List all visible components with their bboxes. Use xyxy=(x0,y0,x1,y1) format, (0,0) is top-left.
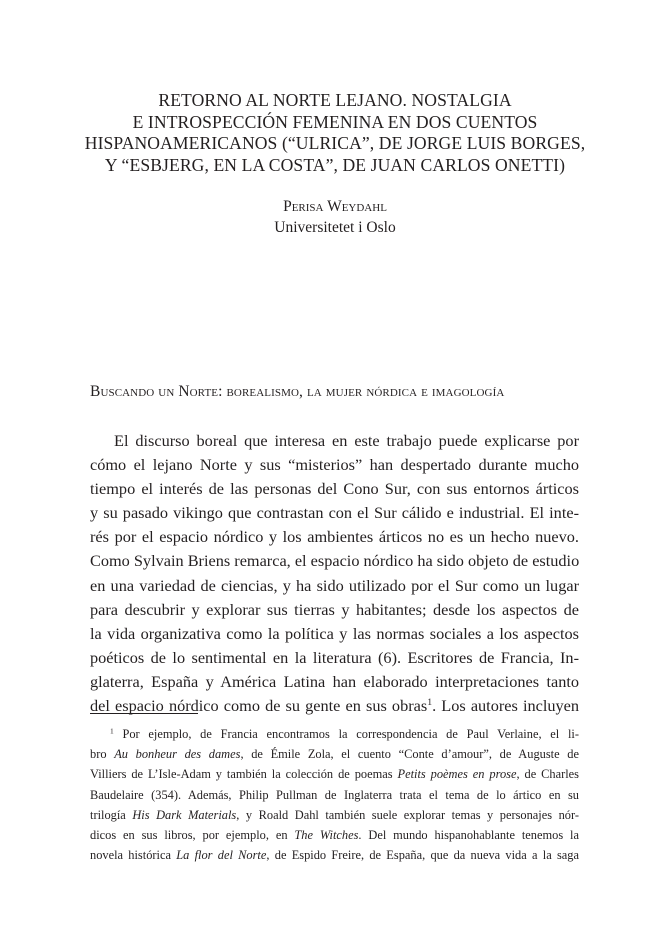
body-line: tiempo el interés de las personas del Cono Sur, con sus entornos árticos xyxy=(90,479,579,499)
body-line: la vida organizativa como la política y las normas sociales a los aspectos xyxy=(90,623,579,643)
footnote-text: novela histórica xyxy=(90,848,177,863)
body-line: El discurso boreal que interesa en este trabajo puede explicarse por xyxy=(114,431,579,450)
article-title xyxy=(60,90,610,176)
footnote-line xyxy=(90,744,579,764)
footnote-text: dicos en sus libros, por ejemplo, en xyxy=(90,827,295,842)
footnote-line xyxy=(90,825,579,845)
body-line: poéticos de lo sentimental en la literatura (6). Escritores de Francia, In- xyxy=(90,647,579,667)
body-line: cómo el lejano Norte y sus “misterios” han despertado durante mucho xyxy=(90,455,579,475)
body-text-run: . Los autores incluyen xyxy=(432,696,580,716)
work-title: The Witches xyxy=(294,827,359,842)
title-line: RETORNO AL NORTE LEJANO. NOSTALGIA xyxy=(158,90,512,110)
footnote-text: Por ejemplo, de Francia encontramos la correspondencia de Paul Verlaine, el li- xyxy=(122,727,579,741)
section-heading: Buscando un Norte: borealismo, la mujer nórdica e imagología xyxy=(90,383,505,400)
body-text-run: del espacio nórdico como de su gente en sus obras xyxy=(90,696,428,716)
footnote-line xyxy=(90,724,579,744)
author-block xyxy=(200,196,470,238)
work-title: His Dark Materials xyxy=(132,807,237,822)
body-line: en una variedad de ciencias, y ha sido utilizado por el Sur como un lugar xyxy=(90,575,579,595)
footnote-line xyxy=(90,845,579,865)
title-line: E INTROSPECCIÓN FEMENINA EN DOS CUENTOS xyxy=(132,111,538,132)
footnote-text: trilogía xyxy=(90,807,133,822)
footnote-text: , de Émile Zola, el cuento “Conte d’amour”, de Auguste de xyxy=(240,747,579,762)
footnote-mark: 1 xyxy=(110,726,114,736)
footnote-line: Baudelaire (354). Además, Philip Pullman de Inglaterra trata el tema de lo ártico en su xyxy=(90,787,579,802)
footnote xyxy=(90,724,579,865)
footnote-line xyxy=(90,805,579,825)
footnote-text: , y Roald Dahl también suele explorar temas y personajes nór- xyxy=(236,807,579,822)
work-title: Au bonheur des dames xyxy=(114,747,241,762)
body-line xyxy=(90,694,579,718)
body-line: glaterra, España y América Latina han elaborado interpretaciones tanto xyxy=(90,671,579,691)
footnote-ref[interactable]: 1 xyxy=(427,697,433,709)
title-line: Y “ESBJERG, EN LA COSTA”, DE JUAN CARLOS ONETTI) xyxy=(104,154,566,175)
footnote-text: , de Espido Freire, de España, que da nueva vida a la saga xyxy=(266,848,579,863)
author-affiliation: Universitetet i Oslo xyxy=(274,219,396,236)
body-line: Como Sylvain Briens remarca, el espacio nórdico ha sido objeto de estudio xyxy=(90,551,580,571)
author-name: Perisa Weydahl xyxy=(283,198,387,215)
footnote-text: Villiers de L’Isle-Adam y también la colección de poemas xyxy=(90,767,398,782)
title-line: HISPANOAMERICANOS (“ULRICA”, DE JORGE LUIS BORGES, xyxy=(84,133,586,153)
footnote-text: . Del mundo hispanohablante tenemos la xyxy=(358,827,579,842)
body-text xyxy=(90,429,579,718)
work-title: Petits poèmes en prose xyxy=(397,767,517,782)
footnote-divider xyxy=(90,713,198,714)
work-title: La flor del Norte xyxy=(176,848,267,863)
body-line: para descubrir y explorar sus tierras y habitantes; desde los aspectos de xyxy=(90,599,579,619)
footnote-line xyxy=(90,764,579,784)
footnote-text: bro xyxy=(90,747,115,762)
footnote-text: , de Charles xyxy=(516,767,579,782)
body-line: y su pasado vikingo que contrastan con el Sur cálido e industrial. El inte- xyxy=(90,503,579,523)
body-line: rés por el espacio nórdico y los ambientes árticos no es un hecho nuevo. xyxy=(90,527,579,547)
